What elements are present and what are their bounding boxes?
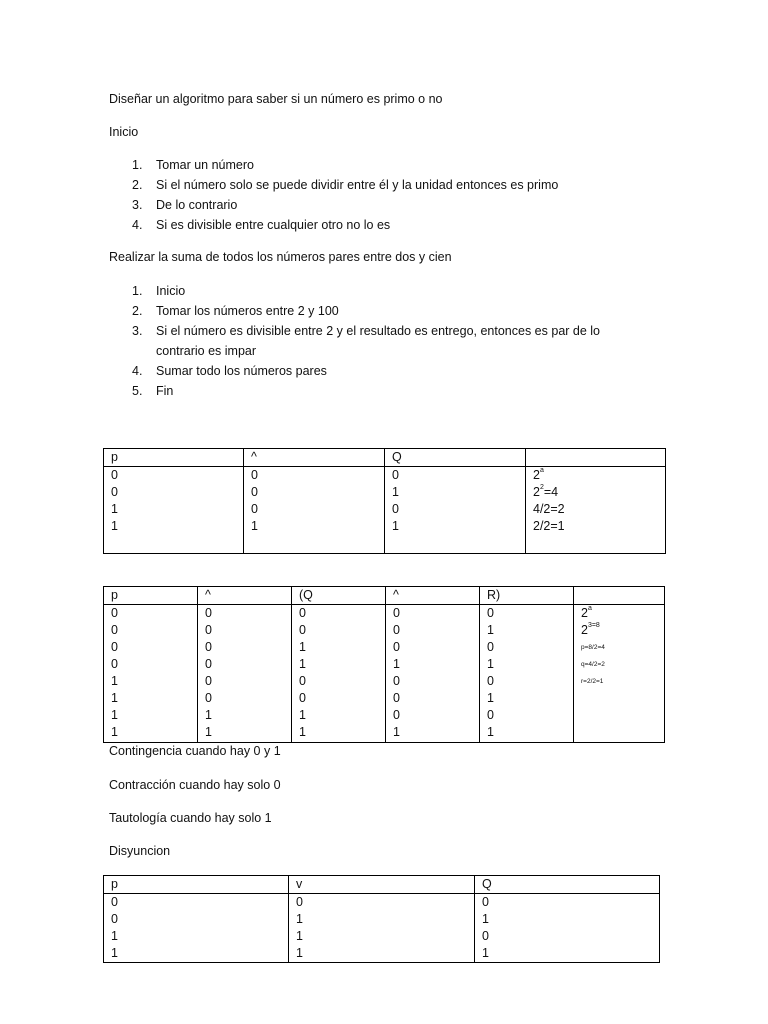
table-value: 1	[487, 657, 494, 672]
table-value: 1	[111, 502, 118, 516]
table-cell	[289, 894, 475, 963]
table-value: 1	[482, 946, 489, 960]
table-value: 1	[111, 929, 118, 943]
table-value: 0	[392, 468, 399, 482]
table-value: 1	[393, 657, 400, 672]
list-item	[109, 321, 600, 361]
table-cell-notes	[574, 605, 665, 743]
table-cell-notes	[526, 467, 666, 554]
table-value: 0	[299, 691, 306, 706]
text-contraccion: Contracción cuando hay solo 0	[109, 778, 281, 792]
table-value: Sumar todo los números pares	[156, 364, 327, 378]
list-item	[109, 215, 558, 235]
table-cell	[386, 605, 480, 743]
table-value: 1.	[132, 158, 143, 172]
table-value: 1	[111, 691, 118, 706]
table-cell	[292, 605, 386, 743]
table-value: 1	[111, 674, 118, 689]
table-value: 1	[296, 912, 303, 926]
table-value: 1	[111, 725, 118, 740]
table-value: p=8/2=4	[581, 644, 605, 652]
table-value: q=4/2=2	[581, 661, 605, 669]
table-value: 0	[111, 623, 118, 638]
table-value: 4.	[132, 218, 143, 232]
table-header-row	[104, 587, 665, 605]
table-value: 0	[111, 485, 118, 499]
text-tautologia: Tautología cuando hay solo 1	[109, 811, 272, 825]
table-value: 0	[205, 657, 212, 672]
table-cell	[480, 605, 574, 743]
column-header: p	[104, 449, 244, 467]
list-item	[109, 155, 558, 175]
table-value: 0	[111, 640, 118, 655]
table-value: 0	[482, 895, 489, 909]
table-value: 5.	[132, 384, 143, 398]
table-cell	[104, 467, 244, 554]
truth-table-and	[103, 448, 666, 554]
table-cell	[244, 467, 385, 554]
list-item	[109, 195, 558, 215]
table-header-row	[104, 449, 666, 467]
table-value: Tomar un número	[156, 158, 254, 172]
table-value: 1	[299, 725, 306, 740]
table-body-row	[104, 605, 665, 743]
table-value: 1	[393, 725, 400, 740]
table-value: 2	[539, 484, 544, 491]
table-value: 4/2=2	[533, 502, 565, 516]
list-item	[109, 301, 600, 321]
column-header	[574, 587, 665, 605]
table-value: 0	[251, 485, 258, 499]
truth-table-and-three	[103, 586, 665, 743]
table-value: a	[587, 605, 592, 613]
list-item	[109, 281, 600, 301]
column-header: Q	[385, 449, 526, 467]
list-item	[109, 381, 600, 401]
table-value: 0	[205, 691, 212, 706]
table-value: 1.	[132, 284, 143, 298]
table-value: Fin	[156, 384, 174, 398]
table-cell	[104, 605, 198, 743]
table-value: r=2/2=1	[581, 678, 604, 686]
list-algoritmo-suma	[109, 281, 600, 401]
table-body-row	[104, 467, 666, 554]
table-value: 2.	[132, 178, 143, 192]
table-value: 1	[111, 519, 118, 533]
table-value: 1	[392, 519, 399, 533]
heading-primo: Diseñar un algoritmo para saber si un número es primo o no	[109, 92, 443, 106]
list-item	[109, 361, 600, 381]
list-algoritmo-primo	[109, 155, 558, 235]
table-value: De lo contrario	[156, 198, 238, 212]
table-value: a	[539, 467, 544, 474]
table-value: 2	[581, 606, 588, 621]
table-value: 0	[111, 912, 118, 926]
table-value: 0	[487, 606, 494, 621]
table-value: 1	[205, 725, 212, 740]
table-value: Inicio	[156, 284, 186, 298]
text-contingencia: Contingencia cuando hay 0 y 1	[109, 744, 281, 758]
column-header: ^	[386, 587, 480, 605]
table-value: 0	[487, 708, 494, 723]
truth-table-or	[103, 875, 660, 963]
table-value: 0	[392, 502, 399, 516]
table-value: 0	[482, 929, 489, 943]
table-value: 4.	[132, 364, 143, 378]
column-header: R)	[480, 587, 574, 605]
table-value: 1	[392, 485, 399, 499]
table-value: =4	[543, 485, 559, 499]
table-value: Tomar los números entre 2 y 100	[156, 304, 339, 318]
table-value: contrario es impar	[156, 344, 257, 358]
table-value: 0	[393, 623, 400, 638]
table-value: 0	[205, 606, 212, 621]
table-value: 3.	[132, 198, 143, 212]
table-value: 0	[393, 674, 400, 689]
table-value: 0	[251, 502, 258, 516]
table-value: 1	[487, 725, 494, 740]
table-cell	[475, 894, 660, 963]
table-value: 0	[296, 895, 303, 909]
table-cell	[385, 467, 526, 554]
table-value: 0	[205, 623, 212, 638]
table-value: Si el número solo se puede dividir entre él y la unidad entonces es primo	[156, 178, 559, 192]
table-value: 1	[482, 912, 489, 926]
table-value: 1	[296, 929, 303, 943]
table-value: 2.	[132, 304, 143, 318]
table-value: 1	[296, 946, 303, 960]
table-value: 2	[581, 623, 588, 638]
column-header: ^	[244, 449, 385, 467]
column-header: p	[104, 876, 289, 894]
table-value: 0	[393, 691, 400, 706]
table-value: Si el número es divisible entre 2 y el resultado es entrego, entonces es par de lo	[156, 324, 601, 338]
table-value: Si es divisible entre cualquier otro no lo es	[156, 218, 391, 232]
table-value: 0	[299, 606, 306, 621]
table-value: 1	[299, 640, 306, 655]
table-value: 1	[487, 623, 494, 638]
table-value: 3=8	[587, 622, 600, 630]
table-header-row	[104, 876, 660, 894]
table-value: 3.	[132, 324, 143, 338]
table-value: 1	[299, 657, 306, 672]
table-value: 0	[487, 674, 494, 689]
table-value: 0	[205, 674, 212, 689]
table-value: 0	[299, 623, 306, 638]
table-value: 0	[111, 657, 118, 672]
table-value: 1	[205, 708, 212, 723]
table-value: 0	[299, 674, 306, 689]
column-header	[526, 449, 666, 467]
column-header: p	[104, 587, 198, 605]
heading-disyuncion: Disyuncion	[109, 844, 171, 858]
table-value: 1	[251, 519, 258, 533]
list-item	[109, 175, 558, 195]
table-value: 1	[299, 708, 306, 723]
table-cell	[104, 894, 289, 963]
table-value: 1	[487, 691, 494, 706]
label-inicio: Inicio	[109, 125, 139, 139]
table-value: 0	[393, 708, 400, 723]
table-value: 0	[393, 606, 400, 621]
table-value: 0	[111, 895, 118, 909]
heading-suma-pares: Realizar la suma de todos los números pares entre dos y cien	[109, 250, 452, 264]
table-value: 0	[205, 640, 212, 655]
table-body-row	[104, 894, 660, 963]
table-value: 0	[111, 468, 118, 482]
table-cell	[198, 605, 292, 743]
column-header: v	[289, 876, 475, 894]
table-value: 2	[533, 485, 540, 499]
table-value: 2	[533, 468, 540, 482]
table-value: 1	[111, 708, 118, 723]
table-value: 1	[111, 946, 118, 960]
table-value: 0	[111, 606, 118, 621]
table-value: 2/2=1	[533, 519, 565, 533]
column-header: Q	[475, 876, 660, 894]
table-value: 0	[487, 640, 494, 655]
column-header: ^	[198, 587, 292, 605]
table-value: 0	[251, 468, 258, 482]
table-value: 0	[393, 640, 400, 655]
column-header: (Q	[292, 587, 386, 605]
